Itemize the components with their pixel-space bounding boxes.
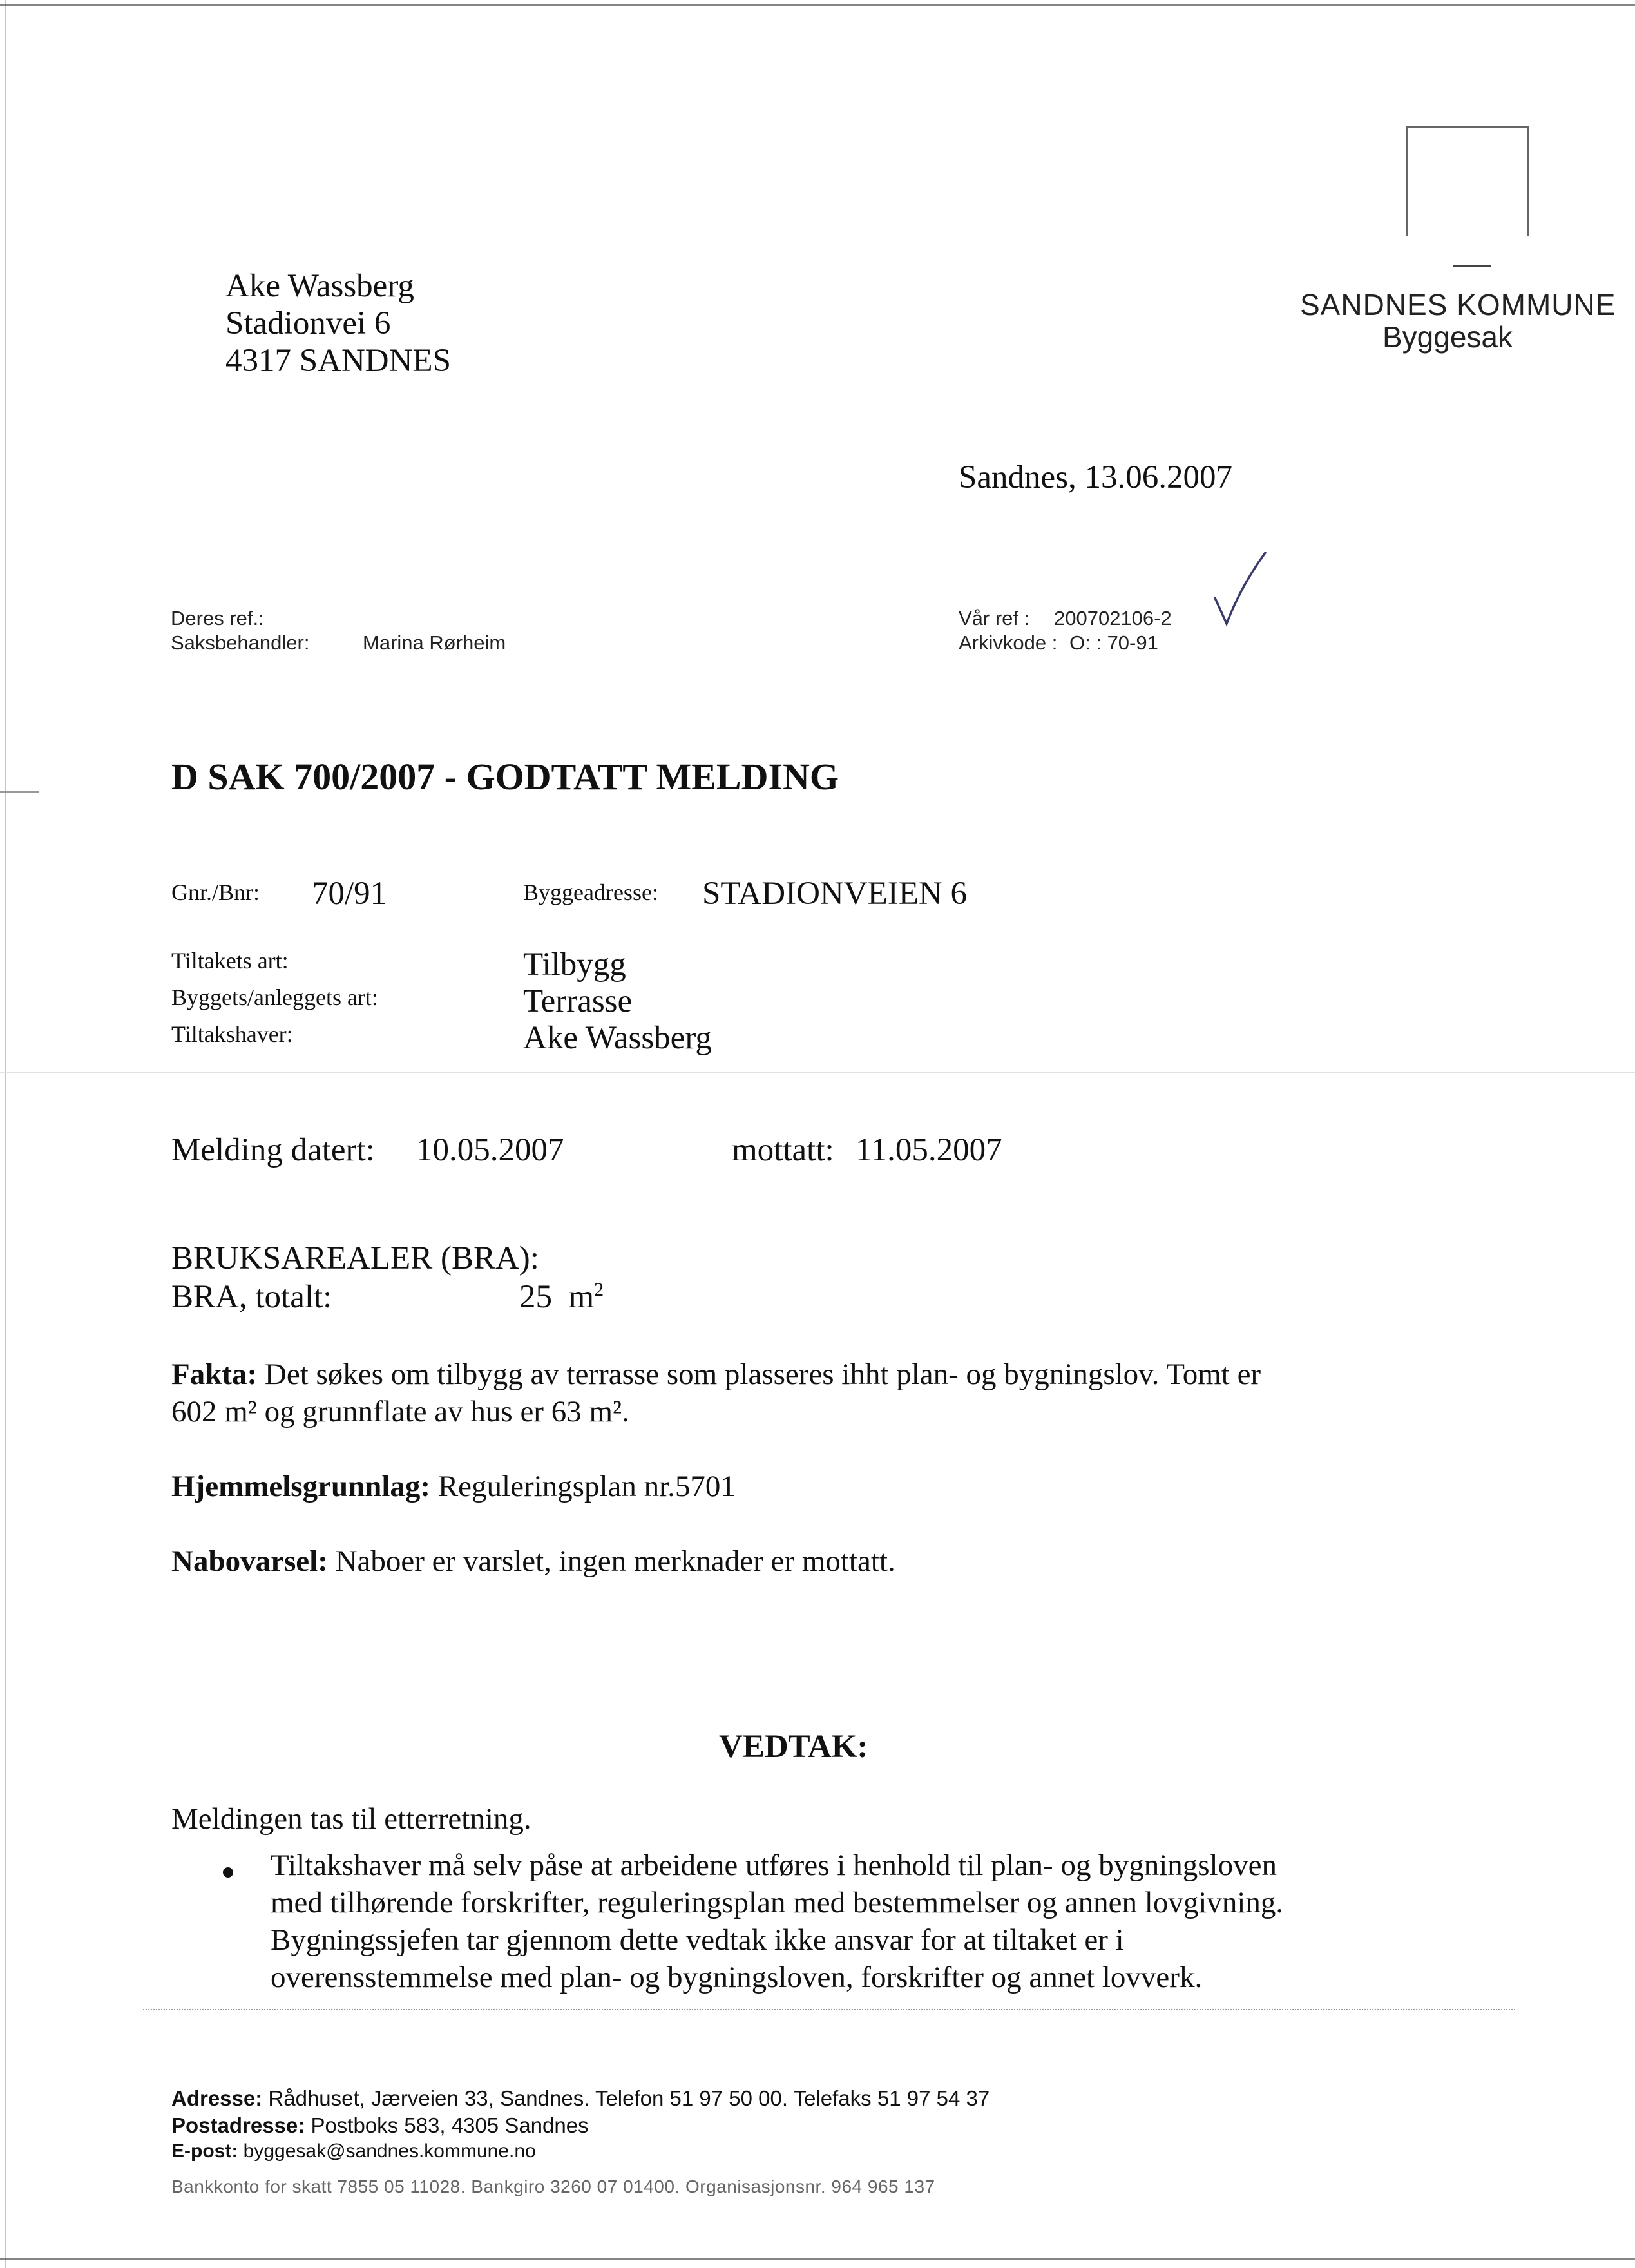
vedtak-bullet-text xyxy=(271,1847,1283,1996)
hjemmel-label: Hjemmelsgrunnlag: xyxy=(171,1470,431,1503)
footer-postal xyxy=(171,2113,589,2138)
kommune-logo-icon xyxy=(1406,126,1529,236)
nabovarsel-line xyxy=(171,1542,895,1580)
byggeadresse-value: STADIONVEIEN 6 xyxy=(702,876,967,912)
fakta-label: Fakta: xyxy=(171,1358,258,1391)
vedtak-bullet-line-1: Tiltakshaver må selv påse at arbeidene utføres i henhold til plan- og bygningsloven xyxy=(271,1849,1277,1882)
gnr-bnr-label: Gnr./Bnr: xyxy=(171,879,260,905)
bullet-icon xyxy=(223,1867,233,1878)
arkivkode-value: O: : 70-91 xyxy=(1069,631,1158,654)
byggeadresse-label: Byggeadresse: xyxy=(523,879,658,905)
var-ref-label: Vår ref : xyxy=(959,607,1030,629)
vedtak-heading: VEDTAK: xyxy=(719,1729,868,1765)
footer-postal-value: Postboks 583, 4305 Sandnes xyxy=(311,2113,589,2137)
vedtak-bullet-line-3: Bygningssjefen tar gjennom dette vedtak ikke ansvar for at tiltaket er i xyxy=(271,1923,1124,1957)
var-ref-value: 200702106-2 xyxy=(1054,607,1172,629)
footer-email-label: E-post: xyxy=(171,2140,238,2162)
tiltakets-art-value: Tilbygg xyxy=(523,947,626,983)
footer-address xyxy=(171,2086,990,2111)
gnr-bnr-value: 70/91 xyxy=(312,876,387,912)
hjemmel-value: Reguleringsplan nr.5701 xyxy=(437,1470,736,1503)
footer-bank-line: Bankkonto for skatt 7855 05 11028. Bankgiro 3260 07 01400. Organisasjonsnr. 964 965 137 xyxy=(171,2177,935,2196)
vedtak-bullet-line-4: overensstemmelse med plan- og bygningsloven, forskrifter og annet lovverk. xyxy=(271,1961,1203,1994)
bra-total-number: 25 xyxy=(519,1279,552,1315)
footer-email xyxy=(171,2140,536,2162)
footer-address-value: Rådhuset, Jærveien 33, Sandnes. Telefon 51 97 50 00. Telefaks 51 97 54 37 xyxy=(268,2086,990,2110)
vedtak-bullet-line-2: med tilhørende forskrifter, reguleringsplan med bestemmelser og annen lovgivning. xyxy=(271,1886,1284,1919)
bra-heading: BRUKSAREALER (BRA): xyxy=(171,1240,539,1276)
tiltakshaver-label: Tiltakshaver: xyxy=(171,1021,293,1047)
bra-total-label: BRA, totalt: xyxy=(171,1279,332,1315)
hjemmel-line xyxy=(171,1468,736,1505)
tiltakshaver-value: Ake Wassberg xyxy=(523,1020,712,1056)
footer-divider xyxy=(143,2009,1515,2010)
footer-postal-label: Postadresse: xyxy=(171,2113,305,2137)
mottatt-label: mottatt: xyxy=(732,1132,834,1168)
nabovarsel-value: Naboer er varslet, ingen merknader er mottatt. xyxy=(335,1544,895,1578)
scan-edge-top xyxy=(0,4,1635,6)
fakta-line-2: 602 m² og grunnflate av hus er 63 m². xyxy=(171,1395,629,1428)
fakta-line-1: Det søkes om tilbygg av terrasse som plasseres ihht plan- og bygningslov. Tomt er xyxy=(264,1358,1261,1391)
tiltakets-art-label: Tiltakets art: xyxy=(171,948,289,974)
footer-address-label: Adresse: xyxy=(171,2086,263,2110)
fakta-paragraph xyxy=(171,1356,1261,1430)
bra-total-unit-sup: 2 xyxy=(594,1279,604,1300)
footer-email-value: byggesak@sandnes.kommune.no xyxy=(243,2140,536,2162)
arkivkode-label: Arkivkode : xyxy=(959,631,1058,654)
bra-total-unit: m xyxy=(568,1279,595,1315)
scan-edge-left xyxy=(5,0,6,2268)
vedtak-intro: Meldingen tas til etterretning. xyxy=(171,1802,531,1836)
scan-edge-bottom xyxy=(0,2258,1635,2260)
recipient-postcode-city: 4317 SANDNES xyxy=(225,343,451,379)
handwritten-check-icon xyxy=(1211,548,1269,631)
byggets-art-label: Byggets/anleggets art: xyxy=(171,985,378,1010)
letter-date: Sandnes, 13.06.2007 xyxy=(959,459,1232,495)
saksbehandler-value: Marina Rørheim xyxy=(363,631,506,654)
melding-datert-label: Melding datert: xyxy=(171,1132,375,1168)
sender-department: Byggesak xyxy=(1382,320,1513,354)
fold-mark xyxy=(0,791,39,793)
logo-underline xyxy=(1453,265,1491,267)
mottatt-value: 11.05.2007 xyxy=(856,1132,1002,1168)
bra-total-value xyxy=(519,1278,604,1316)
saksbehandler-label: Saksbehandler: xyxy=(171,631,310,654)
melding-datert-value: 10.05.2007 xyxy=(416,1132,564,1168)
document-title: D SAK 700/2007 - GODTATT MELDING xyxy=(171,756,839,798)
recipient-address xyxy=(225,267,451,380)
deres-ref-label: Deres ref.: xyxy=(171,607,264,629)
nabovarsel-label: Nabovarsel: xyxy=(171,1544,328,1578)
scan-artifact-line xyxy=(0,1072,1635,1073)
recipient-name: Ake Wassberg xyxy=(225,268,414,304)
sender-organization: SANDNES KOMMUNE xyxy=(1300,288,1616,322)
recipient-street: Stadionvei 6 xyxy=(225,305,391,341)
byggets-art-value: Terrasse xyxy=(523,983,633,1019)
